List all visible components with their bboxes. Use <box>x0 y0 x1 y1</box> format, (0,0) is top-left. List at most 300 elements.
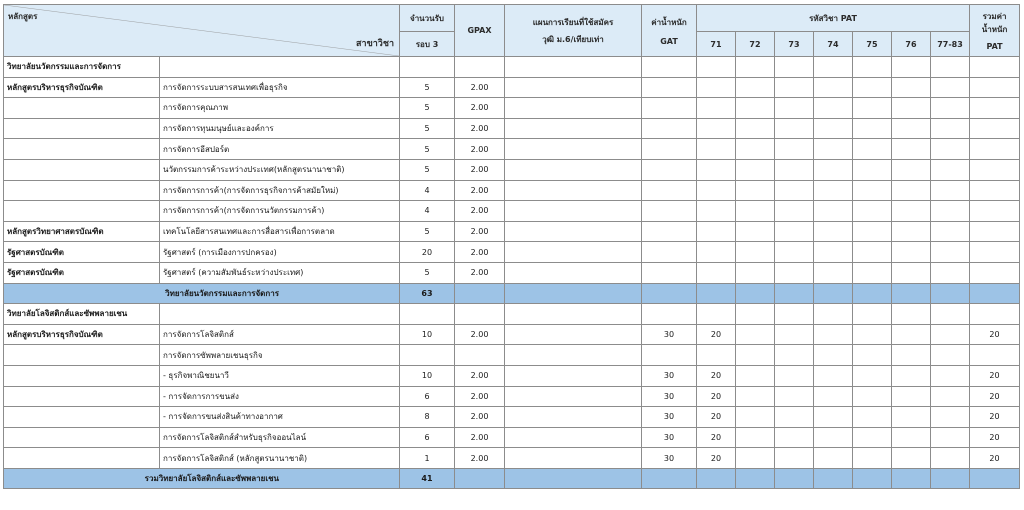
pat-cell <box>736 324 775 345</box>
major-cell <box>160 57 400 78</box>
table-row <box>4 159 1020 180</box>
pat-total-cell: 20 <box>970 448 1020 469</box>
pat-cell <box>697 304 736 325</box>
header-pat-total-line1: รวมค่า <box>982 12 1007 21</box>
quota-cell: 20 <box>400 242 455 263</box>
program-cell: หลักสูตรบริหารธุรกิจบัณฑิต <box>4 324 160 345</box>
pat-cell <box>697 262 736 283</box>
pat-cell <box>814 324 853 345</box>
pat-cell <box>736 427 775 448</box>
major-cell: การจัดการโลจิสติกส์ (หลักสูตรนานาชาติ) <box>160 448 400 469</box>
quota-cell: 41 <box>400 468 455 489</box>
header-pat-total-line2: น้ำหนัก <box>981 25 1008 34</box>
major-cell: การจัดการโลจิสติกส์สำหรับธุรกิจออนไลน์ <box>160 427 400 448</box>
program-cell <box>4 118 160 139</box>
pat-cell <box>931 386 970 407</box>
pat-cell <box>775 427 814 448</box>
gat-cell <box>642 283 697 304</box>
pat-cell <box>892 407 931 428</box>
pat-cell <box>814 139 853 160</box>
pat-cell <box>892 201 931 222</box>
pat-cell <box>775 159 814 180</box>
major-cell: การจัดการการค้า(การจัดการนวัตกรรมการค้า) <box>160 201 400 222</box>
pat-cell <box>931 283 970 304</box>
pat-cell <box>697 345 736 366</box>
pat-cell <box>775 221 814 242</box>
header-program-major <box>4 5 400 57</box>
pat-cell <box>697 221 736 242</box>
plan-cell <box>505 407 642 428</box>
gat-cell: 30 <box>642 427 697 448</box>
gpax-cell <box>455 345 505 366</box>
pat-cell <box>853 386 892 407</box>
gat-cell <box>642 57 697 78</box>
major-cell: การจัดการคุณภาพ <box>160 98 400 119</box>
pat-cell <box>775 345 814 366</box>
gat-cell <box>642 98 697 119</box>
pat-cell <box>697 201 736 222</box>
quota-cell: 10 <box>400 365 455 386</box>
pat-cell <box>814 201 853 222</box>
pat-cell <box>931 242 970 263</box>
pat-cell <box>853 304 892 325</box>
major-cell: รัฐศาสตร์ (ความสัมพันธ์ระหว่างประเทศ) <box>160 262 400 283</box>
pat-cell <box>775 57 814 78</box>
plan-cell <box>505 448 642 469</box>
pat-cell <box>814 159 853 180</box>
subtotal-row <box>4 468 1020 489</box>
quota-cell <box>400 304 455 325</box>
quota-cell: 5 <box>400 159 455 180</box>
pat-cell <box>697 283 736 304</box>
pat-total-cell <box>970 118 1020 139</box>
gat-cell <box>642 118 697 139</box>
plan-cell <box>505 283 642 304</box>
pat-cell <box>931 365 970 386</box>
pat-cell <box>814 304 853 325</box>
gpax-cell: 2.00 <box>455 77 505 98</box>
pat-cell <box>892 221 931 242</box>
major-cell: การจัดการระบบสารสนเทศเพื่อธุรกิจ <box>160 77 400 98</box>
gat-cell: 30 <box>642 324 697 345</box>
table-row <box>4 77 1020 98</box>
program-cell: หลักสูตรบริหารธุรกิจบัณฑิต <box>4 77 160 98</box>
plan-cell <box>505 201 642 222</box>
gat-cell <box>642 139 697 160</box>
major-cell: - การจัดการการขนส่ง <box>160 386 400 407</box>
faculty-name: วิทยาลัยนวัตกรรมและการจัดการ <box>4 57 160 78</box>
gpax-cell: 2.00 <box>455 159 505 180</box>
pat-cell <box>775 448 814 469</box>
table-row <box>4 242 1020 263</box>
quota-cell: 5 <box>400 221 455 242</box>
program-cell <box>4 98 160 119</box>
pat-cell <box>931 407 970 428</box>
program-cell <box>4 180 160 201</box>
major-cell: - ธุรกิจพาณิชยนาวี <box>160 365 400 386</box>
plan-cell <box>505 468 642 489</box>
pat-cell <box>931 118 970 139</box>
header-quota-round: รอบ 3 <box>400 32 455 57</box>
pat-cell <box>853 448 892 469</box>
pat-cell <box>892 468 931 489</box>
header-gat <box>642 5 697 57</box>
program-cell: หลักสูตรวิทยาศาสตรบัณฑิต <box>4 221 160 242</box>
header-pat-total-line3: PAT <box>986 42 1003 51</box>
pat-cell <box>892 427 931 448</box>
subtotal-label: วิทยาลัยนวัตกรรมและการจัดการ <box>4 283 400 304</box>
plan-cell <box>505 345 642 366</box>
pat-total-cell: 20 <box>970 365 1020 386</box>
table-row <box>4 201 1020 222</box>
pat-cell <box>853 365 892 386</box>
diagonal-divider <box>4 5 399 56</box>
pat-cell <box>736 159 775 180</box>
pat-total-cell <box>970 468 1020 489</box>
pat-cell <box>853 407 892 428</box>
pat-cell <box>931 345 970 366</box>
gat-cell: 30 <box>642 407 697 428</box>
pat-cell <box>931 448 970 469</box>
pat-cell <box>814 180 853 201</box>
header-pat-total <box>970 5 1020 57</box>
plan-cell <box>505 324 642 345</box>
program-cell <box>4 427 160 448</box>
plan-cell <box>505 365 642 386</box>
program-cell <box>4 448 160 469</box>
pat-cell <box>736 407 775 428</box>
pat-cell: 20 <box>697 448 736 469</box>
pat-cell <box>814 427 853 448</box>
pat-total-cell <box>970 77 1020 98</box>
table-row <box>4 427 1020 448</box>
pat-cell <box>814 262 853 283</box>
pat-cell <box>736 283 775 304</box>
pat-cell <box>853 180 892 201</box>
pat-total-cell <box>970 283 1020 304</box>
gpax-cell <box>455 468 505 489</box>
pat-cell <box>892 57 931 78</box>
pat-cell <box>736 242 775 263</box>
pat-cell <box>853 468 892 489</box>
subtotal-label: รวมวิทยาลัยโลจิสติกส์และซัพพลายเชน <box>4 468 400 489</box>
admission-table <box>3 4 1020 489</box>
pat-cell <box>892 365 931 386</box>
pat-cell <box>931 324 970 345</box>
gat-cell: 30 <box>642 386 697 407</box>
quota-cell <box>400 57 455 78</box>
pat-cell <box>697 468 736 489</box>
pat-cell <box>892 180 931 201</box>
pat-cell <box>892 304 931 325</box>
spreadsheet <box>3 4 1020 489</box>
pat-cell <box>853 77 892 98</box>
table-row <box>4 262 1020 283</box>
major-cell: การจัดการอีสปอร์ต <box>160 139 400 160</box>
major-cell: นวัตกรรมการค้าระหว่างประเทศ(หลักสูตรนานาชาติ) <box>160 159 400 180</box>
header-pat-code: 73 <box>775 32 814 57</box>
header-pat-code: 76 <box>892 32 931 57</box>
pat-cell <box>892 118 931 139</box>
pat-cell <box>775 77 814 98</box>
pat-cell <box>814 98 853 119</box>
plan-cell <box>505 159 642 180</box>
pat-cell <box>931 77 970 98</box>
table-row <box>4 407 1020 428</box>
header-pat-code: 77-83 <box>931 32 970 57</box>
pat-cell <box>814 77 853 98</box>
pat-cell <box>736 221 775 242</box>
pat-cell <box>775 304 814 325</box>
program-cell <box>4 386 160 407</box>
quota-cell: 4 <box>400 201 455 222</box>
plan-cell <box>505 118 642 139</box>
pat-cell <box>775 262 814 283</box>
gpax-cell: 2.00 <box>455 324 505 345</box>
faculty-name: วิทยาลัยโลจิสติกส์และซัพพลายเชน <box>4 304 160 325</box>
pat-cell: 20 <box>697 427 736 448</box>
plan-cell <box>505 386 642 407</box>
pat-cell <box>853 221 892 242</box>
gat-cell: 30 <box>642 448 697 469</box>
gpax-cell <box>455 57 505 78</box>
pat-cell <box>775 242 814 263</box>
program-cell <box>4 201 160 222</box>
quota-cell: 5 <box>400 77 455 98</box>
major-cell: เทคโนโลยีสารสนเทศและการสื่อสารเพื่อการตลาด <box>160 221 400 242</box>
quota-cell: 6 <box>400 427 455 448</box>
section-row <box>4 304 1020 325</box>
gpax-cell: 2.00 <box>455 242 505 263</box>
section-row <box>4 57 1020 78</box>
pat-cell <box>931 201 970 222</box>
gpax-cell: 2.00 <box>455 262 505 283</box>
quota-cell: 5 <box>400 139 455 160</box>
plan-cell <box>505 304 642 325</box>
pat-cell <box>892 386 931 407</box>
table-row <box>4 180 1020 201</box>
table-row <box>4 365 1020 386</box>
pat-cell <box>931 468 970 489</box>
pat-cell <box>931 304 970 325</box>
header-plan-line2: วุฒิ ม.6/เทียบเท่า <box>542 34 604 44</box>
pat-cell <box>736 448 775 469</box>
gpax-cell: 2.00 <box>455 407 505 428</box>
header-gpax: GPAX <box>455 5 505 57</box>
header-plan <box>505 5 642 57</box>
pat-total-cell <box>970 242 1020 263</box>
pat-cell: 20 <box>697 365 736 386</box>
gpax-cell: 2.00 <box>455 386 505 407</box>
pat-cell <box>814 386 853 407</box>
header-program: หลักสูตร <box>8 12 38 21</box>
plan-cell <box>505 139 642 160</box>
table-row <box>4 448 1020 469</box>
pat-total-cell <box>970 139 1020 160</box>
gpax-cell: 2.00 <box>455 448 505 469</box>
pat-cell <box>736 139 775 160</box>
pat-cell <box>775 386 814 407</box>
pat-cell <box>736 98 775 119</box>
gat-cell <box>642 242 697 263</box>
pat-cell <box>931 57 970 78</box>
header-pat-code: 72 <box>736 32 775 57</box>
header-pat-code: 74 <box>814 32 853 57</box>
quota-cell: 63 <box>400 283 455 304</box>
pat-cell <box>736 468 775 489</box>
program-cell <box>4 365 160 386</box>
program-cell: รัฐศาสตรบัณฑิต <box>4 242 160 263</box>
pat-cell <box>853 283 892 304</box>
header-major: สาขาวิชา <box>356 39 394 49</box>
pat-cell <box>736 365 775 386</box>
pat-cell <box>853 98 892 119</box>
pat-cell <box>892 448 931 469</box>
program-cell <box>4 407 160 428</box>
gpax-cell <box>455 304 505 325</box>
table-row <box>4 98 1020 119</box>
header-plan-line1: แผนการเรียนที่ใช้สมัคร <box>532 17 614 27</box>
quota-cell: 1 <box>400 448 455 469</box>
pat-cell <box>892 324 931 345</box>
header-pat-code: 71 <box>697 32 736 57</box>
program-cell: รัฐศาสตรบัณฑิต <box>4 262 160 283</box>
gpax-cell <box>455 283 505 304</box>
pat-cell <box>775 365 814 386</box>
gpax-cell: 2.00 <box>455 427 505 448</box>
pat-cell <box>892 139 931 160</box>
pat-cell: 20 <box>697 407 736 428</box>
gat-cell <box>642 180 697 201</box>
pat-cell <box>697 118 736 139</box>
pat-cell <box>892 242 931 263</box>
gat-cell <box>642 468 697 489</box>
header-gat-line1: ค่าน้ำหนัก <box>651 17 687 27</box>
pat-total-cell: 20 <box>970 407 1020 428</box>
quota-cell: 4 <box>400 180 455 201</box>
pat-cell <box>697 242 736 263</box>
pat-cell <box>853 118 892 139</box>
pat-cell <box>814 407 853 428</box>
major-cell: การจัดการซัพพลายเชนธุรกิจ <box>160 345 400 366</box>
gat-cell <box>642 262 697 283</box>
pat-cell <box>931 427 970 448</box>
pat-cell <box>775 201 814 222</box>
header-pat-code: 75 <box>853 32 892 57</box>
pat-cell <box>853 262 892 283</box>
pat-cell <box>931 262 970 283</box>
pat-cell <box>853 345 892 366</box>
quota-cell: 5 <box>400 262 455 283</box>
gpax-cell: 2.00 <box>455 98 505 119</box>
pat-total-cell <box>970 159 1020 180</box>
pat-cell <box>853 427 892 448</box>
major-cell: - การจัดการขนส่งสินค้าทางอากาศ <box>160 407 400 428</box>
pat-cell <box>853 57 892 78</box>
plan-cell <box>505 221 642 242</box>
pat-cell <box>736 262 775 283</box>
table-row <box>4 386 1020 407</box>
pat-cell <box>736 304 775 325</box>
plan-cell <box>505 427 642 448</box>
gpax-cell: 2.00 <box>455 118 505 139</box>
major-cell: การจัดการทุนมนุษย์และองค์การ <box>160 118 400 139</box>
plan-cell <box>505 262 642 283</box>
pat-cell <box>814 365 853 386</box>
pat-cell <box>853 139 892 160</box>
pat-cell <box>814 448 853 469</box>
pat-cell <box>697 159 736 180</box>
header-quota: จำนวนรับ <box>400 5 455 32</box>
pat-total-cell <box>970 201 1020 222</box>
pat-cell <box>814 283 853 304</box>
pat-total-cell <box>970 262 1020 283</box>
pat-total-cell <box>970 304 1020 325</box>
pat-cell: 20 <box>697 386 736 407</box>
pat-cell <box>697 77 736 98</box>
major-cell: รัฐศาสตร์ (การเมืองการปกครอง) <box>160 242 400 263</box>
pat-cell <box>931 139 970 160</box>
quota-cell: 10 <box>400 324 455 345</box>
pat-cell <box>775 118 814 139</box>
gpax-cell: 2.00 <box>455 139 505 160</box>
pat-cell <box>892 345 931 366</box>
program-cell <box>4 345 160 366</box>
plan-cell <box>505 242 642 263</box>
pat-cell <box>775 324 814 345</box>
pat-cell <box>814 221 853 242</box>
plan-cell <box>505 180 642 201</box>
pat-cell: 20 <box>697 324 736 345</box>
pat-cell <box>892 98 931 119</box>
pat-cell <box>736 386 775 407</box>
plan-cell <box>505 98 642 119</box>
gpax-cell: 2.00 <box>455 221 505 242</box>
quota-cell <box>400 345 455 366</box>
gat-cell <box>642 77 697 98</box>
gat-cell <box>642 221 697 242</box>
pat-cell <box>775 180 814 201</box>
gpax-cell: 2.00 <box>455 365 505 386</box>
pat-cell <box>814 345 853 366</box>
pat-total-cell <box>970 180 1020 201</box>
table-body <box>4 57 1020 489</box>
major-cell: การจัดการการค้า(การจัดการธุรกิจการค้าสมัยใหม่) <box>160 180 400 201</box>
pat-cell <box>736 180 775 201</box>
pat-cell <box>892 262 931 283</box>
pat-cell <box>892 283 931 304</box>
major-cell <box>160 304 400 325</box>
pat-cell <box>814 118 853 139</box>
pat-cell <box>814 468 853 489</box>
pat-cell <box>814 57 853 78</box>
quota-cell: 5 <box>400 98 455 119</box>
gat-cell <box>642 159 697 180</box>
table-row <box>4 139 1020 160</box>
pat-cell <box>697 57 736 78</box>
program-cell <box>4 159 160 180</box>
gpax-cell: 2.00 <box>455 180 505 201</box>
gat-cell: 30 <box>642 365 697 386</box>
major-cell: การจัดการโลจิสติกส์ <box>160 324 400 345</box>
pat-cell <box>892 159 931 180</box>
pat-cell <box>775 407 814 428</box>
pat-cell <box>931 159 970 180</box>
table-row <box>4 118 1020 139</box>
gat-cell <box>642 201 697 222</box>
quota-cell: 5 <box>400 118 455 139</box>
pat-cell <box>931 180 970 201</box>
